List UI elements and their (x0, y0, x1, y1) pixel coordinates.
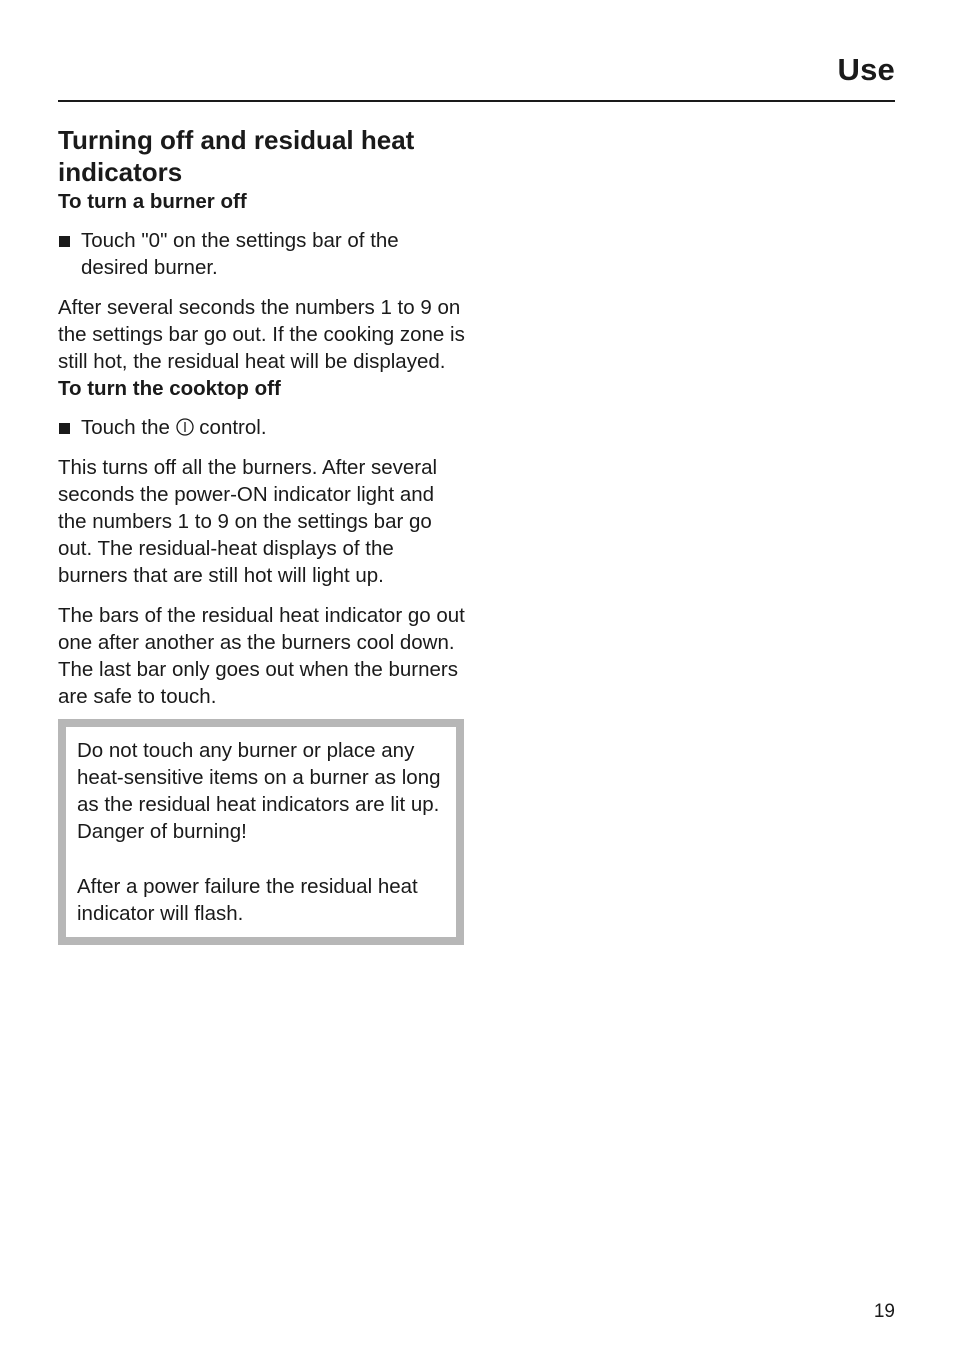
burner-off-step (58, 227, 468, 281)
cooktop-off-step (58, 414, 468, 441)
cooktop-off-heading: To turn the cooktop off (58, 377, 281, 400)
page-number: 19 (873, 1301, 895, 1322)
cooktop-off-step-text-before: Touch the (81, 416, 176, 439)
warning-text-1: Do not touch any burner or place any heat-sensitive items on a burner as long as the residual heat indicators are lit up. Danger of burning! (77, 739, 441, 843)
warning-box (58, 719, 464, 945)
section-name: Use (837, 52, 895, 87)
warning-text-2: After a power failure the residual heat indicator will flash. (77, 875, 418, 925)
page-header (58, 50, 895, 102)
cooktop-off-step-text-after: control. (199, 416, 267, 439)
burner-off-heading: To turn a burner off (58, 190, 247, 213)
burner-off-result: After several seconds the numbers 1 to 9 on the settings bar go out. If the cooking zone is still hot, the residual heat will be displayed. (58, 296, 465, 373)
cooktop-off-result-2: The bars of the residual heat indicator go out one after another as the burners cool down. The last bar only goes out when the burners are safe to touch. (58, 604, 465, 708)
square-bullet-icon (59, 423, 70, 434)
square-bullet-icon (59, 236, 70, 247)
burner-off-step-text: Touch "0" on the settings bar of the desired burner. (81, 229, 399, 279)
section-heading: Turning off and residual heat indicators (58, 125, 415, 187)
power-on-off-icon (176, 418, 194, 436)
cooktop-off-result-1: This turns off all the burners. After several seconds the power-ON indicator light and the numbers 1 to 9 on the settings bar go out. The residual-heat displays of the burners that are still hot will light up. (58, 456, 438, 587)
main-content (58, 124, 468, 945)
